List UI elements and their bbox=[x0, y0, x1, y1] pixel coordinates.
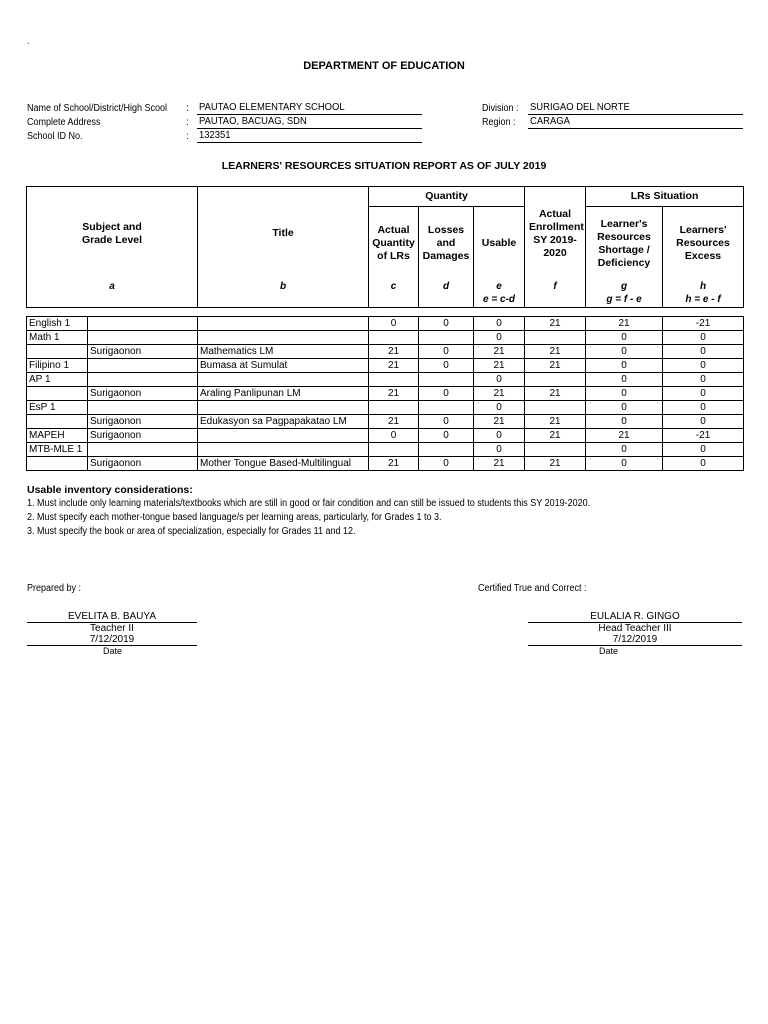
subject-cell bbox=[27, 415, 88, 429]
value-cell-h: 0 bbox=[663, 387, 744, 401]
subject-cell bbox=[27, 387, 88, 401]
value-cell-c: 0 bbox=[369, 429, 419, 443]
value-cell-d: 0 bbox=[419, 415, 474, 429]
value-cell-e: 21 bbox=[474, 457, 525, 471]
language-cell bbox=[88, 317, 198, 331]
shortage-header: Learner's Resources Shortage / Deficiency bbox=[586, 207, 663, 281]
title-cell: Mother Tongue Based-Multilingual bbox=[198, 457, 369, 471]
value-cell-c bbox=[369, 331, 419, 345]
certified-position: Head Teacher III bbox=[528, 622, 742, 634]
language-cell: Surigaonon bbox=[88, 429, 198, 443]
subject-cell: MTB-MLE 1 bbox=[27, 443, 88, 457]
value-cell-h: 0 bbox=[663, 345, 744, 359]
value-cell-h: 0 bbox=[663, 415, 744, 429]
division-value: SURIGAO DEL NORTE bbox=[528, 101, 743, 115]
title-cell: Mathematics LM bbox=[198, 345, 369, 359]
value-cell-d bbox=[419, 373, 474, 387]
language-cell bbox=[88, 443, 198, 457]
table-row bbox=[27, 429, 744, 443]
value-cell-d: 0 bbox=[419, 429, 474, 443]
language-cell: Surigaonon bbox=[88, 415, 198, 429]
region-value: CARAGA bbox=[528, 115, 743, 129]
certified-label: Certified True and Correct : bbox=[478, 583, 587, 594]
department-title: DEPARTMENT OF EDUCATION bbox=[303, 60, 465, 72]
subject-cell bbox=[27, 345, 88, 359]
colon: : bbox=[186, 103, 189, 114]
table-row bbox=[27, 331, 744, 345]
certified-date: 7/12/2019 bbox=[612, 634, 658, 645]
value-cell-c: 21 bbox=[369, 387, 419, 401]
certified-signature-block bbox=[528, 611, 742, 656]
value-cell-e: 21 bbox=[474, 345, 525, 359]
lr-situation-table bbox=[26, 186, 744, 471]
title-cell: Edukasyon sa Pagpapakatao LM bbox=[198, 415, 369, 429]
value-cell-f bbox=[525, 331, 586, 345]
prepared-signature-block bbox=[27, 611, 197, 656]
value-cell-c bbox=[369, 401, 419, 415]
subject-header: Subject and Grade Level bbox=[27, 187, 198, 281]
value-cell-g: 0 bbox=[586, 415, 663, 429]
language-cell bbox=[88, 359, 198, 373]
table-row bbox=[27, 373, 744, 387]
col-letter-e: e bbox=[474, 281, 525, 294]
table-row bbox=[27, 401, 744, 415]
value-cell-h: 0 bbox=[663, 443, 744, 457]
language-cell bbox=[88, 401, 198, 415]
value-cell-g: 0 bbox=[586, 457, 663, 471]
region-label: Region : bbox=[482, 117, 516, 128]
value-cell-f bbox=[525, 373, 586, 387]
notes-heading: Usable inventory considerations: bbox=[27, 484, 193, 496]
title-cell: Bumasa at Sumulat bbox=[198, 359, 369, 373]
value-cell-g: 0 bbox=[586, 401, 663, 415]
value-cell-e: 0 bbox=[474, 373, 525, 387]
value-cell-h: 0 bbox=[663, 331, 744, 345]
table-row bbox=[27, 345, 744, 359]
language-cell: Surigaonon bbox=[88, 457, 198, 471]
certified-name: EULALIA R. GINGO bbox=[590, 611, 680, 622]
value-cell-c: 21 bbox=[369, 415, 419, 429]
value-cell-d: 0 bbox=[419, 387, 474, 401]
note-item: 1. Must include only learning materials/textbooks which are still in good or fair condition and can still be issued to students this SY 2019-2020. bbox=[27, 498, 591, 509]
value-cell-g: 0 bbox=[586, 359, 663, 373]
subject-cell: EsP 1 bbox=[27, 401, 88, 415]
excess-header: Learners' Resources Excess bbox=[663, 207, 744, 281]
colon: : bbox=[186, 117, 189, 128]
value-cell-c: 0 bbox=[369, 317, 419, 331]
value-cell-c: 21 bbox=[369, 345, 419, 359]
subject-cell bbox=[27, 457, 88, 471]
colon: : bbox=[186, 131, 189, 142]
value-cell-h: 0 bbox=[663, 373, 744, 387]
language-cell: Surigaonon bbox=[88, 387, 198, 401]
lrs-situation-header: LRs Situation bbox=[586, 187, 744, 207]
prepared-date: 7/12/2019 bbox=[89, 634, 135, 645]
table-row bbox=[27, 457, 744, 471]
value-cell-f: 21 bbox=[525, 415, 586, 429]
value-cell-e: 21 bbox=[474, 387, 525, 401]
value-cell-e: 0 bbox=[474, 317, 525, 331]
language-cell bbox=[88, 373, 198, 387]
stray-mark: ` bbox=[27, 42, 30, 51]
table-row bbox=[27, 387, 744, 401]
value-cell-e: 0 bbox=[474, 429, 525, 443]
prepared-name: EVELITA B. BAUYA bbox=[68, 611, 156, 622]
note-item: 2. Must specify each mother-tongue based language/s per learning areas, particularly, for Grades 1 to 3. bbox=[27, 512, 442, 523]
formula-h: h = e - f bbox=[663, 294, 744, 308]
value-cell-d: 0 bbox=[419, 345, 474, 359]
prepared-date-label: Date bbox=[27, 645, 197, 656]
value-cell-f bbox=[525, 443, 586, 457]
value-cell-h: 0 bbox=[663, 359, 744, 373]
title-cell bbox=[198, 317, 369, 331]
school-id-value: 132351 bbox=[197, 129, 422, 143]
value-cell-d bbox=[419, 331, 474, 345]
usable-header: Usable bbox=[474, 207, 525, 281]
value-cell-c: 21 bbox=[369, 457, 419, 471]
table-row bbox=[27, 415, 744, 429]
value-cell-g: 0 bbox=[586, 387, 663, 401]
losses-header: Losses and Damages bbox=[419, 207, 474, 281]
value-cell-g: 0 bbox=[586, 443, 663, 457]
subject-cell: Filipino 1 bbox=[27, 359, 88, 373]
value-cell-d: 0 bbox=[419, 317, 474, 331]
value-cell-d: 0 bbox=[419, 457, 474, 471]
col-letter-c: c bbox=[369, 281, 419, 294]
value-cell-e: 21 bbox=[474, 415, 525, 429]
title-cell bbox=[198, 443, 369, 457]
value-cell-f: 21 bbox=[525, 317, 586, 331]
language-cell bbox=[88, 331, 198, 345]
table-row bbox=[27, 317, 744, 331]
value-cell-f: 21 bbox=[525, 429, 586, 443]
school-name-value: PAUTAO ELEMENTARY SCHOOL bbox=[197, 101, 422, 115]
value-cell-f: 21 bbox=[525, 457, 586, 471]
value-cell-g: 0 bbox=[586, 345, 663, 359]
title-cell bbox=[198, 401, 369, 415]
value-cell-f: 21 bbox=[525, 345, 586, 359]
note-item: 3. Must specify the book or area of specialization, especially for Grades 11 and 12. bbox=[27, 526, 356, 537]
subject-cell: Math 1 bbox=[27, 331, 88, 345]
value-cell-e: 0 bbox=[474, 443, 525, 457]
school-id-label: School ID No. bbox=[27, 131, 83, 142]
division-label: Division : bbox=[482, 103, 519, 114]
col-letter-h: h bbox=[663, 281, 744, 294]
value-cell-h: -21 bbox=[663, 317, 744, 331]
subject-cell: AP 1 bbox=[27, 373, 88, 387]
certified-date-label: Date bbox=[528, 645, 742, 656]
value-cell-g: 21 bbox=[586, 317, 663, 331]
value-cell-g: 0 bbox=[586, 373, 663, 387]
value-cell-e: 21 bbox=[474, 359, 525, 373]
value-cell-f bbox=[525, 401, 586, 415]
value-cell-d bbox=[419, 401, 474, 415]
subject-cell: MAPEH bbox=[27, 429, 88, 443]
actual-quantity-header: Actual Quantity of LRs bbox=[369, 207, 419, 281]
col-letter-b: b bbox=[198, 281, 369, 294]
table-row bbox=[27, 359, 744, 373]
school-name-label: Name of School/District/High Scool bbox=[27, 103, 168, 114]
col-letter-f: f bbox=[525, 281, 586, 294]
value-cell-e: 0 bbox=[474, 401, 525, 415]
address-label: Complete Address bbox=[27, 117, 101, 128]
col-letter-g: g bbox=[586, 281, 663, 294]
value-cell-c bbox=[369, 443, 419, 457]
value-cell-h: 0 bbox=[663, 401, 744, 415]
title-cell bbox=[198, 331, 369, 345]
col-letter-a: a bbox=[27, 281, 198, 294]
value-cell-c: 21 bbox=[369, 359, 419, 373]
title-cell bbox=[198, 373, 369, 387]
language-cell: Surigaonon bbox=[88, 345, 198, 359]
formula-e: e = c-d bbox=[474, 294, 525, 308]
title-cell: Araling Panlipunan LM bbox=[198, 387, 369, 401]
value-cell-c bbox=[369, 373, 419, 387]
report-title: LEARNERS' RESOURCES SITUATION REPORT AS OF JULY 2019 bbox=[221, 160, 547, 172]
address-value: PAUTAO, BACUAG, SDN bbox=[197, 115, 422, 129]
table-row bbox=[27, 443, 744, 457]
enrollment-header: Actual Enrollment SY 2019-2020 bbox=[525, 187, 586, 281]
value-cell-f: 21 bbox=[525, 359, 586, 373]
quantity-header: Quantity bbox=[369, 187, 525, 207]
subject-cell: English 1 bbox=[27, 317, 88, 331]
value-cell-g: 0 bbox=[586, 331, 663, 345]
prepared-by-label: Prepared by : bbox=[27, 583, 82, 594]
value-cell-d: 0 bbox=[419, 359, 474, 373]
value-cell-h: 0 bbox=[663, 457, 744, 471]
value-cell-h: -21 bbox=[663, 429, 744, 443]
prepared-position: Teacher II bbox=[27, 622, 197, 634]
value-cell-d bbox=[419, 443, 474, 457]
value-cell-e: 0 bbox=[474, 331, 525, 345]
value-cell-g: 21 bbox=[586, 429, 663, 443]
title-cell bbox=[198, 429, 369, 443]
col-letter-d: d bbox=[419, 281, 474, 294]
usable-inventory-notes bbox=[27, 483, 653, 539]
formula-g: g = f - e bbox=[586, 294, 663, 308]
value-cell-f: 21 bbox=[525, 387, 586, 401]
title-header: Title bbox=[198, 187, 369, 281]
